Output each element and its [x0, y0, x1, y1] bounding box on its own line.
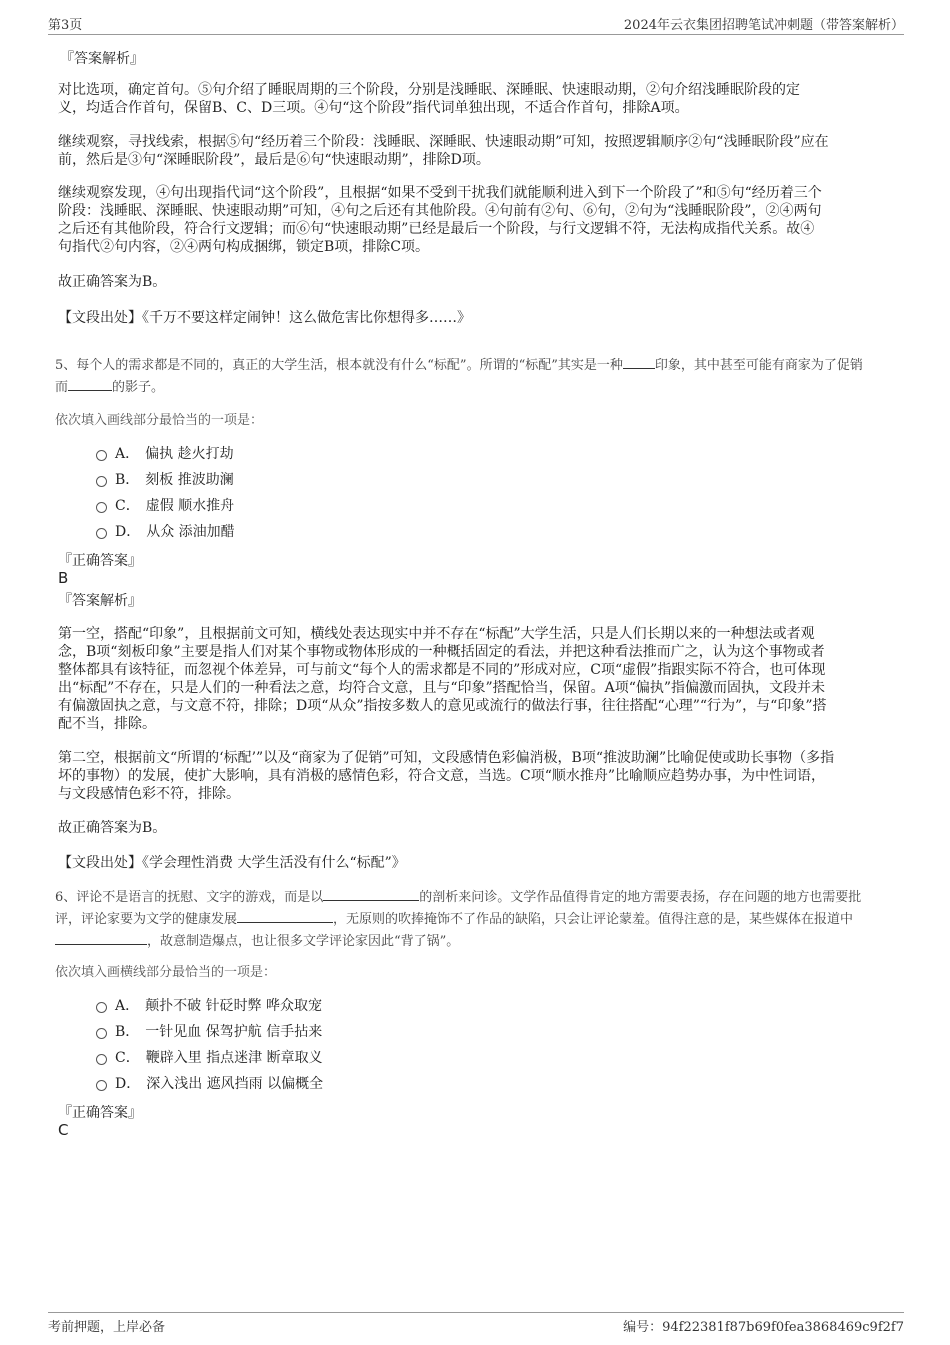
- document-title: 2024年云衣集团招聘笔试冲刺题（带答案解析）: [623, 18, 904, 33]
- option-letter: A．: [115, 446, 140, 462]
- text-line: 对比选项，确定首句。⑤句介绍了睡眠周期的三个阶段，分别是浅睡眠、深睡眠、快速眼动期，②句介绍浅睡眠阶段的定: [58, 82, 800, 98]
- q4-conclusion: [58, 273, 892, 291]
- radio-icon[interactable]: [96, 1002, 107, 1013]
- q5-text: 印象，其中甚至可能有商家为了促销: [654, 358, 863, 373]
- text-line: 配不当，排除。: [58, 716, 156, 732]
- option-text: 颠扑不破 针砭时弊 哗众取宠: [145, 998, 323, 1014]
- option-text: 一针见血 保驾护航 信手拈来: [145, 1024, 323, 1040]
- radio-icon[interactable]: [96, 528, 107, 539]
- text-line: 阶段：浅睡眠、深睡眠、快速眼动期”可知，④句之后还有其他阶段。④句前有②句、⑥句，②句为“浅睡眠阶段”，②④两句: [58, 203, 822, 219]
- option-b[interactable]: [96, 1021, 322, 1041]
- q4-analysis-paragraph: [58, 133, 892, 169]
- q4-analysis-title: 『答案解析』: [60, 51, 144, 67]
- option-text: 鞭辟入里 指点迷津 断章取义: [145, 1050, 323, 1066]
- option-b[interactable]: [96, 469, 234, 489]
- option-letter: C．: [115, 1050, 140, 1066]
- radio-icon[interactable]: [96, 1028, 107, 1039]
- footer-slogan: 考前押题，上岸必备: [48, 1320, 166, 1335]
- option-letter: D．: [115, 1076, 141, 1092]
- option-d[interactable]: [96, 521, 235, 541]
- q5-analysis-paragraph: [58, 749, 892, 803]
- text-line: 前，然后是③句“深睡眠阶段”，最后是⑥句“快速眼动期”，排除D项。: [58, 152, 490, 168]
- text-line: 出“标配”不存在，只是人们的一种看法之意，均符合文意，且与“印象”搭配恰当，保留。A项“偏执”指偏激而固执，文段并未: [58, 680, 826, 696]
- q6-correct-answer: C: [58, 1121, 69, 1139]
- q5-blank-2: [68, 376, 112, 391]
- option-letter: B．: [115, 1024, 140, 1040]
- q5-text: 的影子。: [112, 380, 165, 395]
- text-line: 故正确答案为B。: [58, 820, 167, 836]
- radio-icon[interactable]: [96, 1054, 107, 1065]
- page-footer: [48, 1312, 904, 1335]
- option-letter: B．: [115, 472, 140, 488]
- text-line: 念，B项“刻板印象”主要是指人们对某个事物或物体形成的一种概括固定的看法，并把这种看法推而广之，认为这个事物或者: [58, 644, 825, 660]
- q6-blank-2: [237, 908, 333, 923]
- text-line: 整体都具有该特征，而忽视个体差异，可与前文“每个人的需求都是不同的”形成对应，C项“虚假”指跟实际不符合，也可体现: [58, 662, 826, 678]
- option-text: 刻板 推波助澜: [145, 472, 234, 488]
- q5-conclusion: [58, 819, 892, 837]
- q6-text: 评，评论家要为文学的健康发展: [55, 912, 238, 927]
- q4-analysis-paragraph: [58, 184, 892, 256]
- q4-analysis-paragraph: [58, 81, 892, 117]
- q5-blank-1: [623, 354, 655, 369]
- text-line: 继续观察发现，④句出现指代词“这个阶段”，且根据“如果不受到干扰我们就能顺利进入到下一个阶段了”和⑤句“经历着三个: [58, 185, 822, 201]
- q6-instruction: 依次填入画横线部分最恰当的一项是：: [55, 965, 277, 980]
- option-a[interactable]: [96, 443, 234, 463]
- q5-question: [55, 354, 905, 398]
- text-line: 句指代②句内容，②④两句构成捆绑，锁定B项，排除C项。: [58, 239, 429, 255]
- q6-blank-3: [55, 930, 147, 945]
- text-line: 义，均适合作首句，保留B、C、D三项。④句“这个阶段”指代词单独出现，不适合作首句，排除A项。: [58, 100, 689, 116]
- q6-blank-1: [323, 886, 419, 901]
- option-text: 深入浅出 遮风挡雨 以偏概全: [146, 1076, 324, 1092]
- q5-correct-answer: B: [58, 569, 69, 587]
- q5-analysis-paragraph: [58, 625, 892, 733]
- text-line: 坏的事物）的发展，使扩大影响，具有消极的感情色彩，符合文意，当选。C项“顺水推舟”比喻顺应趋势办事，为中性词语，: [58, 768, 826, 784]
- q5-source: 【文段出处】《学会理性消费 大学生活没有什么“标配”》: [58, 855, 406, 871]
- q5-instruction: 依次填入画线部分最恰当的一项是：: [55, 413, 264, 428]
- text-line: 第一空，搭配“印象”，且根据前文可知，横线处表达现实中并不存在“标配”大学生活，只是人们长期以来的一种想法或者观: [58, 626, 815, 642]
- option-letter: A．: [115, 998, 140, 1014]
- radio-icon[interactable]: [96, 1080, 107, 1091]
- option-c[interactable]: [96, 495, 234, 515]
- document-id: 编号：94f22381f87b69f0fea3868469c9f2f7: [623, 1320, 904, 1335]
- text-line: 故正确答案为B。: [58, 274, 167, 290]
- text-line: 第二空，根据前文“所谓的‘标配’”以及“商家为了促销”可知，文段感情色彩偏消极，B项“推波助澜”比喻促使或助长事物（多指: [58, 750, 835, 766]
- radio-icon[interactable]: [96, 476, 107, 487]
- q6-text: 6、评论不是语言的抚慰、文字的游戏，而是以: [55, 890, 324, 905]
- option-a[interactable]: [96, 995, 322, 1015]
- q5-text: 5、每个人的需求都是不同的，真正的大学生活，根本就没有什么“标配”。所谓的“标配”其实是一种: [55, 358, 623, 373]
- text-line: 有偏激固执之意，与文意不符，排除；D项“从众”指按多数人的意见或流行的做法行事，往往搭配“心理”“行为”，与“印象”搭: [58, 698, 827, 714]
- q5-analysis-title: 『答案解析』: [58, 593, 142, 609]
- option-text: 从众 添油加醋: [146, 524, 235, 540]
- option-letter: D．: [115, 524, 141, 540]
- q4-source: 【文段出处】《千万不要这样定闹钟！这么做危害比你想得多……》: [58, 310, 471, 326]
- text-line: 与文段感情色彩不符，排除。: [58, 786, 240, 802]
- q6-text: 的剖析来问诊。文学作品值得肯定的地方需要表扬，存在问题的地方也需要批: [419, 890, 862, 905]
- page-number: 第3页: [48, 18, 83, 33]
- option-c[interactable]: [96, 1047, 323, 1067]
- q6-question: [55, 886, 905, 952]
- q5-correct-title: 『正确答案』: [58, 553, 142, 569]
- q6-text: ，无原则的吹捧掩饰不了作品的缺陷，只会让评论蒙羞。值得注意的是，某些媒体在报道中: [333, 912, 854, 927]
- option-letter: C．: [115, 498, 140, 514]
- text-line: 继续观察，寻找线索，根据⑤句“经历着三个阶段：浅睡眠、深睡眠、快速眼动期”可知，按照逻辑顺序②句“浅睡眠阶段”应在: [58, 134, 829, 150]
- option-text: 偏执 趁火打劫: [145, 446, 234, 462]
- radio-icon[interactable]: [96, 502, 107, 513]
- text-line: 之后还有其他阶段，符合行文逻辑；而⑥句“快速眼动期”已经是最后一个阶段，与行文逻辑不符，无法构成指代关系。故④: [58, 221, 815, 237]
- q5-text: 而: [55, 380, 69, 395]
- page-header: [48, 14, 904, 35]
- q6-correct-title: 『正确答案』: [58, 1105, 142, 1121]
- q6-text: ，故意制造爆点，也让很多文学评论家因此“背了锅”。: [147, 934, 460, 949]
- option-text: 虚假 顺水推舟: [145, 498, 235, 514]
- option-d[interactable]: [96, 1073, 323, 1093]
- radio-icon[interactable]: [96, 450, 107, 461]
